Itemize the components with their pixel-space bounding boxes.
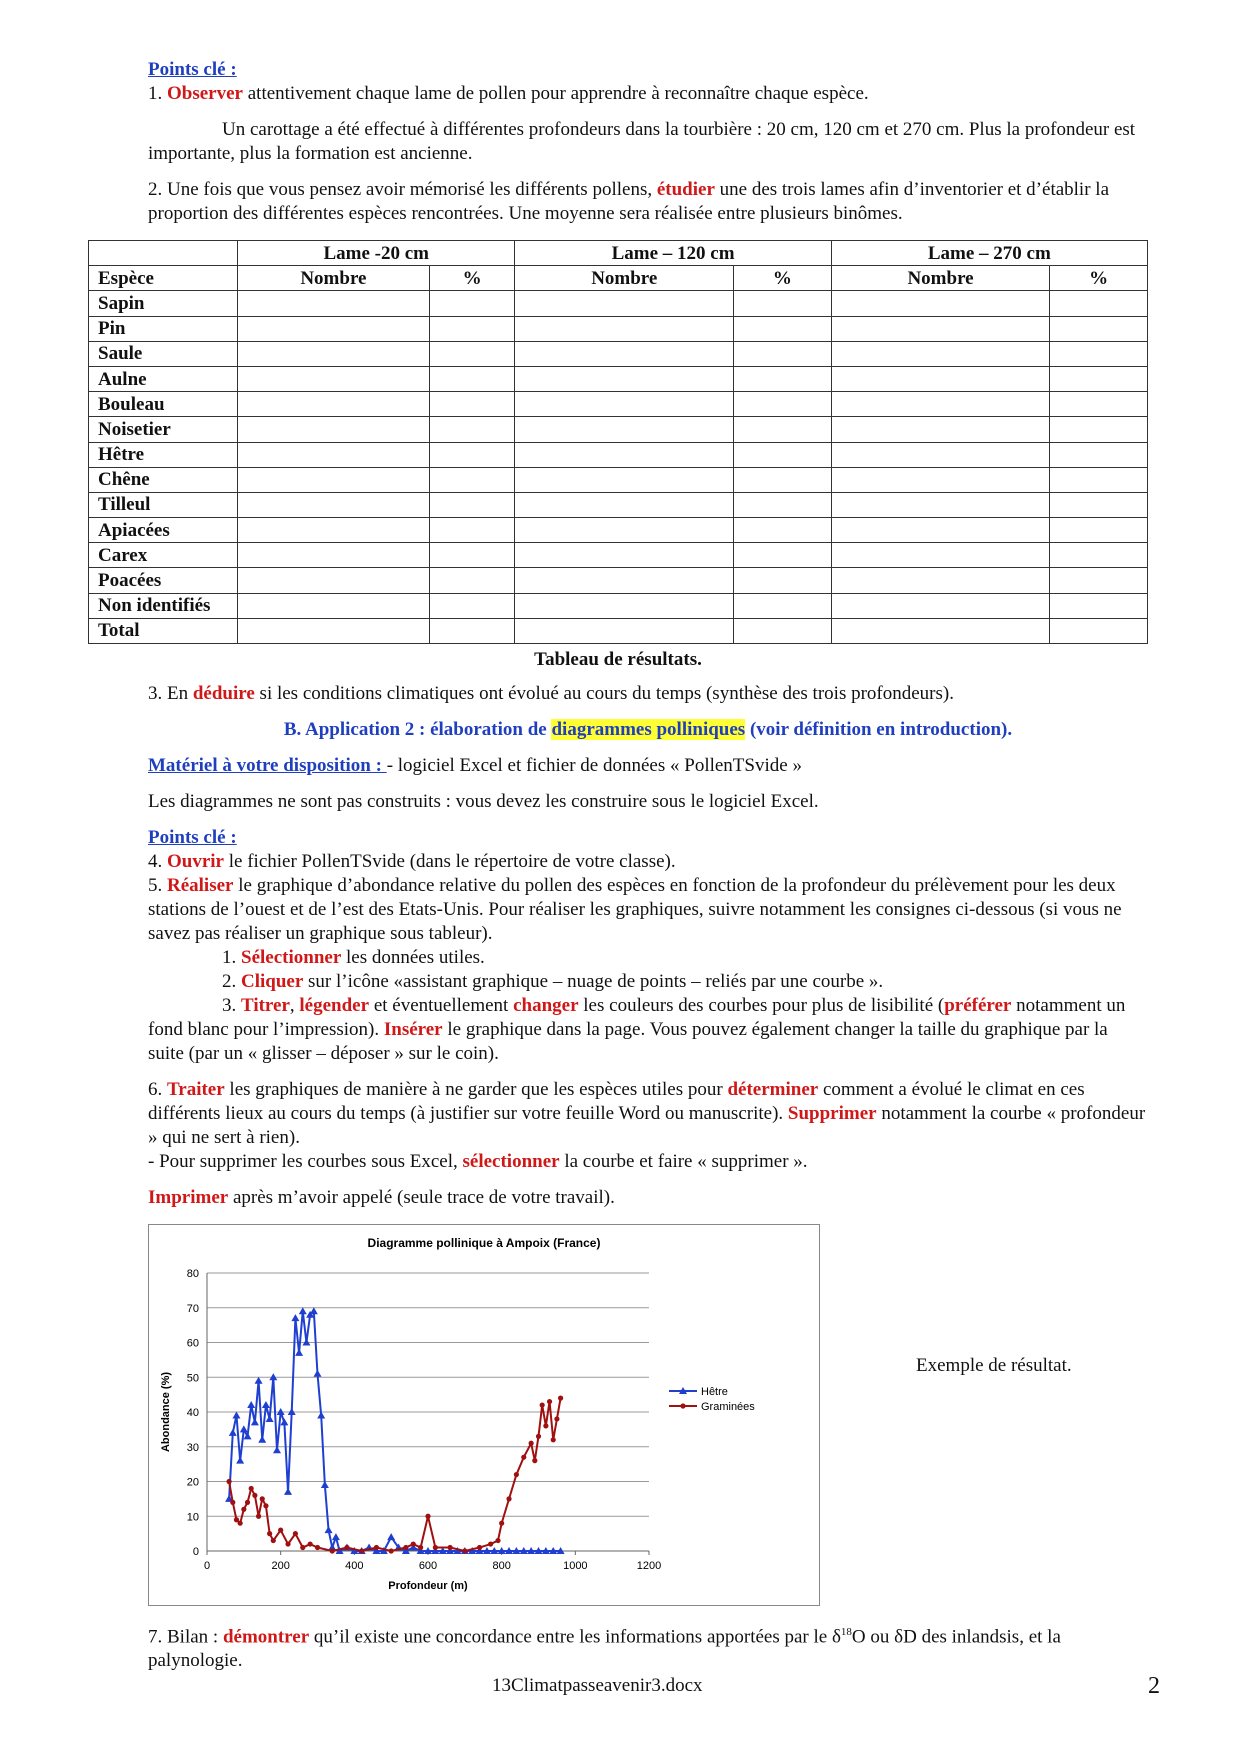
graminees-point — [263, 1503, 268, 1508]
item-3: 3. En déduire si les conditions climatiques ont évolué au cours du temps (synthèse des trois profondeurs). — [148, 683, 954, 704]
x-tick-label: 800 — [492, 1560, 511, 1572]
group-header: Lame – 270 cm — [831, 241, 1147, 266]
chart-title: Diagramme pollinique à Ampoix (France) — [367, 1236, 601, 1250]
percent-cell[interactable] — [734, 392, 832, 417]
sub-item-3: 3. Titrer, légender et éventuellement changer les couleurs des courbes pour plus de lisibilité (préférer notamment un fond blanc pour l’impression). Insérer le graphique dans la page. Vous pouvez également changer la taille du graphique par la suite (par un « glisser – déposer » sur le coin). — [148, 995, 1126, 1064]
hetre-point — [262, 1401, 270, 1408]
series-line-hetre — [229, 1311, 560, 1551]
hetre-point — [273, 1446, 281, 1453]
graminees-point — [241, 1507, 246, 1512]
graminees-point — [462, 1548, 467, 1553]
hetre-point — [280, 1418, 288, 1425]
nombre-cell[interactable] — [515, 593, 734, 618]
hetre-point — [387, 1533, 395, 1540]
nombre-cell[interactable] — [238, 593, 430, 618]
graminees-point — [330, 1548, 335, 1553]
graminees-point — [271, 1538, 276, 1543]
hetre-point — [258, 1436, 266, 1443]
nombre-cell[interactable] — [831, 467, 1050, 492]
percent-header: % — [734, 266, 832, 291]
hetre-point — [317, 1411, 325, 1418]
percent-cell[interactable] — [734, 518, 832, 543]
percent-cell[interactable] — [429, 366, 515, 391]
x-axis-label: Profondeur (m) — [388, 1580, 468, 1592]
nombre-cell[interactable] — [515, 341, 734, 366]
table-row — [89, 417, 1148, 442]
graminees-point — [374, 1545, 379, 1550]
hetre-point — [291, 1314, 299, 1321]
table-caption: Tableau de résultats. — [534, 649, 702, 670]
nombre-cell[interactable] — [515, 543, 734, 568]
item-1: 1. Observer attentivement chaque lame de pollen pour apprendre à reconnaître chaque espèce. — [148, 83, 869, 104]
table-row — [89, 518, 1148, 543]
diagrams-note: Les diagrammes ne sont pas construits : vous devez les construire sous le logiciel Excel. — [148, 791, 819, 812]
nombre-cell[interactable] — [831, 518, 1050, 543]
hetre-point — [244, 1432, 252, 1439]
percent-cell[interactable] — [429, 316, 515, 341]
percent-cell[interactable] — [429, 492, 515, 517]
nombre-cell[interactable] — [831, 366, 1050, 391]
page-number: 2 — [1148, 1673, 1160, 1699]
table-body — [89, 291, 1148, 644]
hetre-point — [240, 1425, 248, 1432]
nombre-cell[interactable] — [515, 291, 734, 316]
percent-cell[interactable] — [1050, 618, 1148, 643]
y-tick-label: 60 — [186, 1337, 199, 1350]
species-cell: Apiacées — [89, 518, 238, 543]
nombre-cell[interactable] — [238, 291, 430, 316]
hetre-point — [299, 1307, 307, 1314]
species-cell: Bouleau — [89, 392, 238, 417]
nombre-cell[interactable] — [515, 518, 734, 543]
y-tick-label: 50 — [186, 1372, 199, 1385]
graminees-point — [532, 1458, 537, 1463]
graminees-point — [448, 1545, 453, 1550]
footer-filename: 13Climatpasseavenir3.docx — [492, 1675, 703, 1696]
percent-cell[interactable] — [1050, 593, 1148, 618]
nombre-cell[interactable] — [238, 467, 430, 492]
group-header: Lame – 120 cm — [515, 241, 831, 266]
hetre-point — [314, 1370, 322, 1377]
graminees-point — [285, 1541, 290, 1546]
hetre-point — [310, 1307, 318, 1314]
graminees-point — [230, 1500, 235, 1505]
species-cell: Non identifiés — [89, 593, 238, 618]
hetre-point — [284, 1488, 292, 1495]
nombre-cell[interactable] — [515, 392, 734, 417]
species-header: Espèce — [89, 266, 238, 291]
percent-cell[interactable] — [429, 543, 515, 568]
sub-item-2: 2. Cliquer sur l’icône «assistant graphique – nuage de points – reliés par une courbe ». — [222, 971, 884, 992]
item-4: 4. Ouvrir le fichier PollenTSvide (dans le répertoire de votre classe). — [148, 851, 676, 872]
nombre-cell[interactable] — [831, 291, 1050, 316]
legend-marker — [680, 1403, 685, 1408]
percent-cell[interactable] — [734, 593, 832, 618]
table-row — [89, 291, 1148, 316]
percent-cell[interactable] — [1050, 543, 1148, 568]
nombre-cell[interactable] — [238, 492, 430, 517]
table-header-row — [89, 266, 1148, 291]
hetre-point — [247, 1401, 255, 1408]
item-7 — [148, 1620, 1148, 1673]
percent-cell[interactable] — [1050, 518, 1148, 543]
percent-cell[interactable] — [734, 341, 832, 366]
hetre-point — [266, 1415, 274, 1422]
item-5: 5. Réaliser le graphique d’abondance relative du pollen des espèces en fonction de la profondeur du prélèvement pour les deux stations de l’ouest et de l’est des Etats-Unis. Pour réaliser les graphiques, suivre notamment les consignes ci-dessous (si vous ne savez pas réaliser un graphique sous tableur). — [148, 875, 1122, 944]
example-label: Exemple de résultat. — [916, 1355, 1072, 1376]
table-row — [89, 543, 1148, 568]
x-tick-label: 200 — [271, 1560, 290, 1572]
table-row — [89, 366, 1148, 391]
section-b — [148, 682, 1148, 1210]
keypoints-heading-2: Points clé : — [148, 827, 237, 848]
item-6: 6. Traiter les graphiques de manière à ne garder que les espèces utiles pour déterminer comment a évolué le climat en ces différents lieux au cours du temps (à justifier sur votre feuille Word ou manuscrite). Supprimer notamment la courbe « profondeur » qui ne sert à rien). — [148, 1079, 1146, 1148]
graminees-point — [403, 1545, 408, 1550]
nombre-cell[interactable] — [515, 568, 734, 593]
species-cell: Poacées — [89, 568, 238, 593]
y-tick-label: 0 — [192, 1546, 199, 1558]
percent-cell[interactable] — [429, 442, 515, 467]
percent-cell[interactable] — [1050, 291, 1148, 316]
percent-cell[interactable] — [734, 467, 832, 492]
species-cell: Tilleul — [89, 492, 238, 517]
nombre-cell[interactable] — [831, 568, 1050, 593]
nombre-cell[interactable] — [238, 568, 430, 593]
nombre-cell[interactable] — [238, 417, 430, 442]
nombre-cell[interactable] — [831, 417, 1050, 442]
hetre-point — [236, 1457, 244, 1464]
percent-header: % — [429, 266, 515, 291]
x-tick-label: 600 — [418, 1560, 438, 1572]
percent-cell[interactable] — [429, 593, 515, 618]
graminees-point — [315, 1545, 320, 1550]
percent-cell[interactable] — [1050, 366, 1148, 391]
y-tick-label: 20 — [186, 1476, 199, 1489]
graminees-point — [506, 1496, 511, 1501]
graminees-point — [547, 1399, 552, 1404]
legend-label: Graminées — [701, 1401, 755, 1413]
pollen-chart — [148, 1224, 820, 1606]
graminees-point — [411, 1541, 416, 1546]
percent-cell[interactable] — [734, 543, 832, 568]
table-corner-cell — [89, 241, 238, 266]
table-row — [89, 492, 1148, 517]
nombre-cell[interactable] — [238, 442, 430, 467]
x-tick-label: 400 — [345, 1560, 364, 1572]
graminees-point — [267, 1531, 272, 1536]
hetre-point — [295, 1349, 303, 1356]
percent-cell[interactable] — [734, 291, 832, 316]
graminees-point — [499, 1521, 504, 1526]
nombre-cell[interactable] — [515, 417, 734, 442]
graminees-point — [249, 1486, 254, 1491]
nombre-cell[interactable] — [831, 392, 1050, 417]
percent-cell[interactable] — [429, 518, 515, 543]
hetre-point — [229, 1429, 237, 1436]
graminees-point — [433, 1545, 438, 1550]
graminees-point — [543, 1423, 548, 1428]
table-row — [89, 593, 1148, 618]
graminees-point — [238, 1521, 243, 1526]
species-cell: Hêtre — [89, 442, 238, 467]
graminees-point — [293, 1531, 298, 1536]
percent-cell[interactable] — [734, 618, 832, 643]
nombre-cell[interactable] — [238, 543, 430, 568]
nombre-cell[interactable] — [238, 366, 430, 391]
hetre-point — [321, 1481, 329, 1488]
graminees-point — [308, 1541, 313, 1546]
percent-cell[interactable] — [1050, 417, 1148, 442]
graminees-point — [227, 1479, 232, 1484]
y-axis-label: Abondance (%) — [160, 1371, 172, 1453]
percent-cell[interactable] — [429, 341, 515, 366]
percent-cell[interactable] — [429, 417, 515, 442]
percent-cell[interactable] — [1050, 316, 1148, 341]
percent-cell[interactable] — [734, 492, 832, 517]
materiel-line: Matériel à votre disposition : - logiciel Excel et fichier de données « PollenTSvide » — [148, 755, 802, 776]
nombre-cell[interactable] — [238, 341, 430, 366]
item-2: 2. Une fois que vous pensez avoir mémorisé les différents pollens, étudier une des trois lames afin d’inventorier et d’établir la proportion des différentes espèces rencontrées. Une moyenne sera réalisée entre plusieurs binômes. — [148, 179, 1110, 224]
percent-cell[interactable] — [734, 417, 832, 442]
graminees-point — [477, 1545, 482, 1550]
percent-cell[interactable] — [1050, 341, 1148, 366]
nombre-cell[interactable] — [831, 341, 1050, 366]
nombre-cell[interactable] — [238, 618, 430, 643]
percent-cell[interactable] — [734, 442, 832, 467]
species-cell: Total — [89, 618, 238, 643]
species-cell: Pin — [89, 316, 238, 341]
nombre-cell[interactable] — [831, 492, 1050, 517]
nombre-header: Nombre — [238, 266, 430, 291]
graminees-point — [389, 1548, 394, 1553]
nombre-cell[interactable] — [238, 392, 430, 417]
table-row — [89, 316, 1148, 341]
pollen-chart-svg — [149, 1225, 819, 1605]
section-b-heading: B. Application 2 : élaboration de diagrammes polliniques (voir définition en introduction). — [283, 719, 1013, 740]
nombre-header: Nombre — [831, 266, 1050, 291]
percent-cell[interactable] — [734, 568, 832, 593]
results-table — [88, 240, 1148, 644]
nombre-cell[interactable] — [831, 543, 1050, 568]
graminees-point — [260, 1496, 265, 1501]
percent-header: % — [1050, 266, 1148, 291]
graminees-point — [558, 1396, 563, 1401]
graminees-point — [300, 1545, 305, 1550]
graminees-point — [425, 1514, 430, 1519]
table-group-row — [89, 241, 1148, 266]
y-tick-label: 10 — [186, 1511, 199, 1524]
y-tick-label: 40 — [186, 1407, 199, 1419]
keypoints-heading-1: Points clé : — [148, 59, 237, 80]
nombre-cell[interactable] — [515, 618, 734, 643]
percent-cell[interactable] — [429, 618, 515, 643]
hetre-point — [325, 1526, 333, 1533]
species-cell: Chêne — [89, 467, 238, 492]
graminees-point — [359, 1548, 364, 1553]
graminees-point — [418, 1545, 423, 1550]
hetre-point — [232, 1411, 240, 1418]
nombre-cell[interactable] — [515, 316, 734, 341]
nombre-cell[interactable] — [238, 518, 430, 543]
graminees-point — [536, 1434, 541, 1439]
nombre-cell[interactable] — [831, 316, 1050, 341]
nombre-cell[interactable] — [515, 492, 734, 517]
graminees-point — [495, 1538, 500, 1543]
y-tick-label: 70 — [186, 1302, 199, 1315]
graminees-point — [521, 1455, 526, 1460]
percent-cell[interactable] — [429, 291, 515, 316]
percent-cell[interactable] — [1050, 492, 1148, 517]
graminees-point — [514, 1472, 519, 1477]
nombre-header: Nombre — [515, 266, 734, 291]
page-content — [148, 58, 1148, 226]
percent-cell[interactable] — [429, 467, 515, 492]
graminees-point — [278, 1528, 283, 1533]
nombre-cell[interactable] — [515, 442, 734, 467]
nombre-cell[interactable] — [831, 618, 1050, 643]
table-row — [89, 442, 1148, 467]
print-instruction: Imprimer après m’avoir appelé (seule trace de votre travail). — [148, 1187, 615, 1208]
carottage-paragraph: Un carottage a été effectué à différentes profondeurs dans la tourbière : 20 cm, 120 cm et 270 cm. Plus la profondeur est importante, plus la formation est ancienne. — [148, 119, 1136, 164]
species-cell: Aulne — [89, 366, 238, 391]
graminees-point — [245, 1500, 250, 1505]
item-6-note: - Pour supprimer les courbes sous Excel, sélectionner la courbe et faire « supprimer ». — [148, 1151, 808, 1172]
sub-item-1: 1. Sélectionner les données utiles. — [222, 947, 485, 968]
hetre-point — [251, 1418, 259, 1425]
nombre-cell[interactable] — [831, 442, 1050, 467]
x-tick-label: 1200 — [636, 1560, 662, 1572]
x-tick-label: 0 — [203, 1560, 211, 1572]
nombre-cell[interactable] — [515, 366, 734, 391]
nombre-cell[interactable] — [515, 467, 734, 492]
species-cell: Saule — [89, 341, 238, 366]
graminees-point — [540, 1402, 545, 1407]
graminees-point — [256, 1514, 261, 1519]
nombre-cell[interactable] — [238, 316, 430, 341]
percent-cell[interactable] — [1050, 467, 1148, 492]
percent-cell[interactable] — [1050, 442, 1148, 467]
percent-cell[interactable] — [1050, 568, 1148, 593]
percent-cell[interactable] — [1050, 392, 1148, 417]
y-tick-label: 30 — [186, 1441, 199, 1454]
item-7-text: 7. Bilan : démontrer qu’il existe une concordance entre les informations apportées par le $\delta^{18}O$ ou δD des inlandsis, et la palynologie. — [148, 1626, 1061, 1672]
hetre-point — [255, 1377, 263, 1384]
x-tick-label: 1000 — [563, 1560, 588, 1572]
legend-label: Hêtre — [701, 1386, 728, 1398]
graminees-point — [252, 1493, 257, 1498]
graminees-point — [488, 1541, 493, 1546]
group-header: Lame -20 cm — [238, 241, 515, 266]
percent-cell[interactable] — [429, 568, 515, 593]
y-tick-label: 80 — [186, 1268, 199, 1280]
species-cell: Noisetier — [89, 417, 238, 442]
percent-cell[interactable] — [429, 392, 515, 417]
hetre-point — [332, 1533, 340, 1540]
nombre-cell[interactable] — [831, 593, 1050, 618]
graminees-point — [554, 1416, 559, 1421]
percent-cell[interactable] — [734, 316, 832, 341]
table-row — [89, 568, 1148, 593]
percent-cell[interactable] — [734, 366, 832, 391]
graminees-point — [529, 1441, 534, 1446]
graminees-point — [551, 1437, 556, 1442]
table-row — [89, 341, 1148, 366]
table-row — [89, 392, 1148, 417]
table-row — [89, 467, 1148, 492]
species-cell: Sapin — [89, 291, 238, 316]
species-cell: Carex — [89, 543, 238, 568]
table-row — [89, 618, 1148, 643]
graminees-point — [344, 1545, 349, 1550]
